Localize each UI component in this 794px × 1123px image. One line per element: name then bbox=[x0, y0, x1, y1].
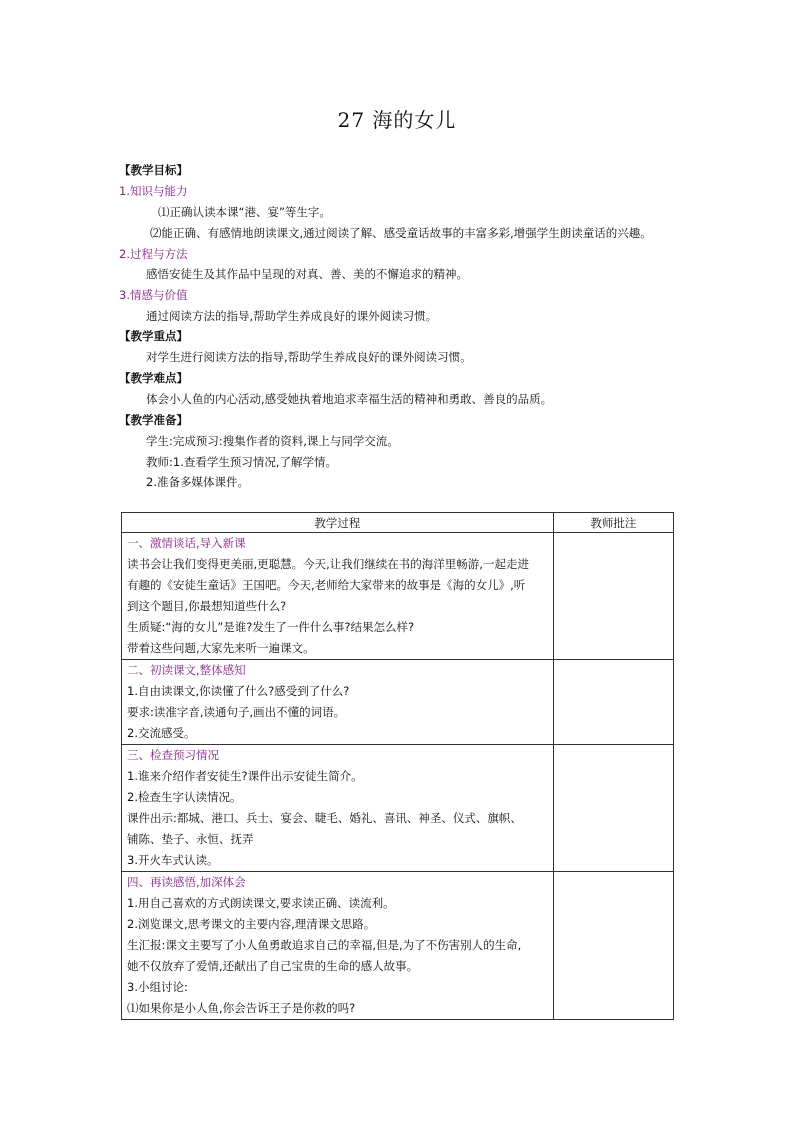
notes-cell bbox=[553, 660, 673, 745]
process-cell bbox=[122, 872, 554, 1020]
preparation-line: 教师:1.查看学生预习情况,了解学情。 bbox=[146, 455, 338, 469]
process-line: 生质疑:“海的女儿”是谁?发生了一件什么事?结果怎么样? bbox=[127, 620, 415, 634]
table-row bbox=[122, 533, 674, 660]
notes-cell bbox=[553, 872, 673, 1020]
section-title: 三、检查预习情况 bbox=[127, 748, 219, 762]
process-line: 读书会让我们变得更美丽,更聪慧。今天,让我们继续在书的海洋里畅游,一起走进 bbox=[127, 557, 529, 571]
section-title: 一、激情谈话,导入新课 bbox=[127, 536, 246, 550]
process-line: 2.检查生字认读情况。 bbox=[127, 790, 242, 804]
process-line: 带着这些问题,大家先来听一遍课文。 bbox=[127, 641, 315, 655]
notes-cell bbox=[553, 745, 673, 872]
process-line: 要求:读准字音,读通句子,画出不懂的词语。 bbox=[127, 705, 346, 719]
process-cell bbox=[122, 660, 554, 745]
objectives-heading: 【教学目标】 bbox=[119, 163, 188, 177]
teaching-process-table bbox=[121, 512, 674, 1020]
preparation-heading: 【教学准备】 bbox=[119, 413, 188, 427]
difficulties-text: 体会小人鱼的内心活动,感受她执着地追求幸福生活的精神和勇敢、善良的品质。 bbox=[146, 392, 553, 406]
objective-item: ⑴正确认读本课“港、宴”等生字。 bbox=[158, 205, 331, 219]
key-points-heading: 【教学重点】 bbox=[119, 329, 188, 343]
process-line: 3.小组讨论: bbox=[127, 980, 188, 994]
process-line: 课件出示:都城、港口、兵士、宴会、睫毛、婚礼、喜讯、神圣、仪式、旗帜、 bbox=[127, 811, 522, 825]
objective-item: ⑵能正确、有感情地朗读课文,通过阅读了解、感受童话故事的丰富多彩,增强学生朗读童话的兴趣。 bbox=[150, 226, 652, 240]
preparation-line: 学生:完成预习:搜集作者的资料,课上与同学交流。 bbox=[146, 434, 399, 448]
process-line: 1.谁来介绍作者安徒生?课件出示安徒生简介。 bbox=[127, 769, 363, 783]
process-line: 有趣的《安徒生童话》王国吧。今天,老师给大家带来的故事是《海的女儿》,听 bbox=[127, 578, 526, 592]
process-line: 2.浏览课文,思考课文的主要内容,理清课文思路。 bbox=[127, 917, 376, 931]
objective-item: 通过阅读方法的指导,帮助学生养成良好的课外阅读习惯。 bbox=[146, 309, 438, 323]
process-line: 3.开火车式认读。 bbox=[127, 853, 219, 867]
process-cell bbox=[122, 745, 554, 872]
process-line: 到这个题目,你最想知道些什么? bbox=[127, 599, 287, 613]
table-row bbox=[122, 745, 674, 872]
preparation-line: 2.准备多媒体课件。 bbox=[146, 475, 249, 489]
process-line: 2.交流感受。 bbox=[127, 726, 196, 740]
column-header-process: 教学过程 bbox=[122, 513, 554, 533]
key-points-text: 对学生进行阅读方法的指导,帮助学生养成良好的课外阅读习惯。 bbox=[146, 350, 472, 364]
table-row bbox=[122, 872, 674, 1020]
objective-section-3: 3.情感与价值 bbox=[119, 288, 188, 302]
column-header-notes: 教师批注 bbox=[553, 513, 673, 533]
difficulties-heading: 【教学难点】 bbox=[119, 371, 188, 385]
process-line: 1.用自己喜欢的方式朗读课文,要求读正确、读流利。 bbox=[127, 896, 395, 910]
table-header-row bbox=[122, 513, 674, 533]
objective-section-1: 1.知识与能力 bbox=[119, 184, 188, 198]
objective-section-2: 2.过程与方法 bbox=[119, 247, 188, 261]
section-title: 二、初读课文,整体感知 bbox=[127, 663, 246, 677]
notes-cell bbox=[553, 533, 673, 660]
section-title: 四、再读感悟,加深体会 bbox=[127, 875, 246, 889]
process-line: 生汇报:课文主要写了小人鱼勇敢追求自己的幸福,但是,为了不伤害别人的生命, bbox=[127, 938, 522, 952]
process-line: 铺陈、垫子、永恒、抚弄 bbox=[127, 832, 254, 846]
process-cell bbox=[122, 533, 554, 660]
table-row bbox=[122, 660, 674, 745]
process-line: 1.自由读课文,你读懂了什么?感受到了什么? bbox=[127, 684, 350, 698]
process-line: 她不仅放弃了爱情,还献出了自己宝贵的生命的感人故事。 bbox=[127, 959, 419, 973]
objective-item: 感悟安徒生及其作品中呈现的对真、善、美的不懈追求的精神。 bbox=[146, 267, 468, 281]
process-line: ⑴如果你是小人鱼,你会告诉王子是你救的吗? bbox=[127, 1001, 356, 1015]
page-title: 27 海的女儿 bbox=[337, 108, 457, 132]
